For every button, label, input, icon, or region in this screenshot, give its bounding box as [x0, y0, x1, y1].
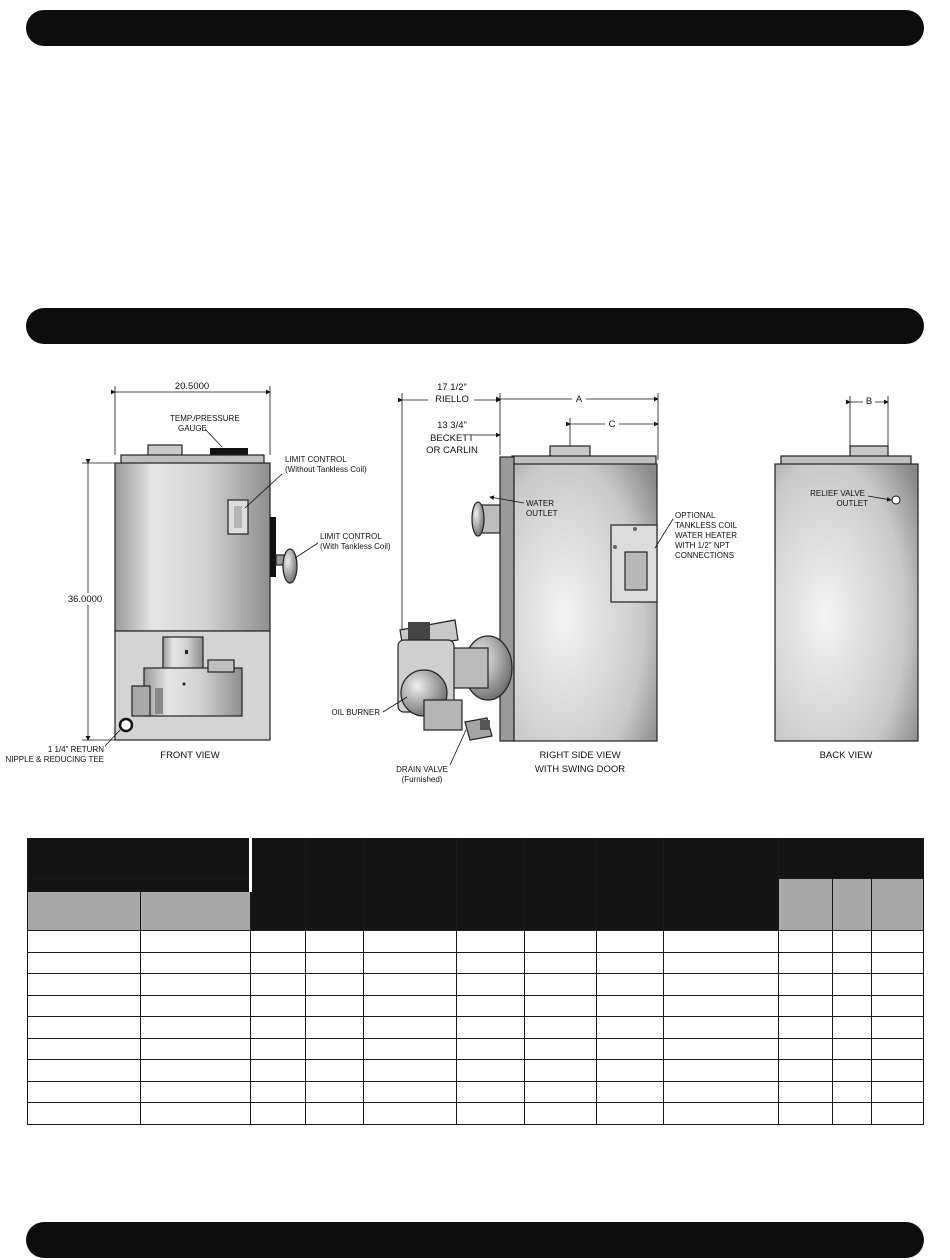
table-cell	[140, 1060, 250, 1082]
table-cell	[871, 1081, 923, 1103]
return-label-1: 1 1/4" RETURN	[47, 745, 104, 754]
table-cell	[597, 1060, 663, 1082]
table-cell	[456, 1103, 524, 1125]
table-cell	[597, 974, 663, 996]
table-header-cell	[306, 839, 364, 931]
table-cell	[250, 1103, 305, 1125]
return-label-2: NIPPLE & REDUCING TEE	[5, 755, 104, 764]
table-cell	[364, 952, 456, 974]
table-cell	[306, 974, 364, 996]
temp-gauge-label-1: TEMP./PRESSURE	[170, 414, 240, 423]
table-cell	[140, 1103, 250, 1125]
table-cell	[140, 974, 250, 996]
table-header-cell	[525, 839, 597, 931]
table-cell	[871, 1038, 923, 1060]
table-cell	[663, 995, 779, 1017]
table-header-row-1	[28, 839, 924, 879]
specification-table	[27, 838, 924, 1125]
table-cell	[364, 1103, 456, 1125]
table-cell	[140, 995, 250, 1017]
beckett-dim-3: OR CARLIN	[426, 445, 478, 456]
optional-label-2: TANKLESS COIL	[675, 521, 738, 530]
table-cell	[28, 1038, 141, 1060]
table-subheader-cell	[871, 879, 923, 931]
table-row	[28, 974, 924, 996]
table-cell	[28, 1017, 141, 1039]
table-cell	[663, 1017, 779, 1039]
front-view	[5, 381, 390, 764]
table-cell	[28, 1060, 141, 1082]
table-cell	[663, 1103, 779, 1125]
table-cell	[306, 1017, 364, 1039]
table-cell	[779, 1081, 832, 1103]
table-cell	[597, 1017, 663, 1039]
dim-b: B	[865, 396, 873, 407]
table-cell	[456, 952, 524, 974]
table-cell	[250, 974, 305, 996]
side-view-caption-1: RIGHT SIDE VIEW	[539, 750, 621, 761]
table-cell	[525, 1081, 597, 1103]
table-cell	[832, 995, 871, 1017]
table-cell	[28, 995, 141, 1017]
table-cell	[663, 952, 779, 974]
table-cell	[779, 952, 832, 974]
side-view	[331, 382, 737, 784]
optional-label-4: WITH 1/2" NPT	[675, 541, 730, 550]
table-header-cell	[364, 839, 456, 931]
table-cell	[306, 931, 364, 953]
table-cell	[456, 995, 524, 1017]
table-row	[28, 1017, 924, 1039]
table-subheader-cell	[832, 879, 871, 931]
optional-label-3: WATER HEATER	[675, 531, 738, 540]
boiler-dimension-drawing	[0, 360, 950, 810]
table-cell	[597, 1038, 663, 1060]
table-cell	[871, 995, 923, 1017]
back-view-caption: BACK VIEW	[819, 750, 873, 761]
riello-dim-2: RIELLO	[435, 394, 469, 405]
optional-label-5: CONNECTIONS	[675, 551, 735, 560]
table-cell	[456, 1060, 524, 1082]
drain-label-2: (Furnished)	[401, 775, 443, 784]
table-subheader-cell	[140, 892, 250, 931]
table-cell	[306, 1060, 364, 1082]
water-outlet-label-2: OUTLET	[526, 509, 558, 518]
table-cell	[663, 974, 779, 996]
table-row	[28, 995, 924, 1017]
table-cell	[525, 931, 597, 953]
dim-a: A	[575, 394, 583, 405]
table-cell	[456, 931, 524, 953]
table-cell	[871, 931, 923, 953]
table-cell	[832, 974, 871, 996]
table-cell	[306, 1038, 364, 1060]
riello-dim-1: 17 1/2"	[437, 382, 467, 393]
table-subheader-cell	[779, 879, 832, 931]
section-header-band-3	[26, 1222, 924, 1258]
table-subheader-cell	[28, 892, 141, 931]
table-cell	[832, 1038, 871, 1060]
table-cell	[779, 1017, 832, 1039]
table-cell	[663, 931, 779, 953]
table-cell	[456, 974, 524, 996]
table-row	[28, 1038, 924, 1060]
relief-label-2: OUTLET	[836, 499, 868, 508]
table-cell	[306, 1103, 364, 1125]
table-cell	[871, 1017, 923, 1039]
table-cell	[525, 1060, 597, 1082]
table-cell	[597, 1081, 663, 1103]
table-cell	[456, 1038, 524, 1060]
table-cell	[525, 995, 597, 1017]
table-cell	[525, 1103, 597, 1125]
table-header-cell	[779, 839, 924, 879]
limit-with-label-2: (With Tankless Coil)	[320, 542, 391, 551]
table-cell	[525, 1017, 597, 1039]
table-cell	[871, 1103, 923, 1125]
table-cell	[779, 974, 832, 996]
limit-with-label-1: LIMIT CONTROL	[320, 532, 382, 541]
table-header-cell	[597, 839, 663, 931]
table-cell	[250, 1038, 305, 1060]
table-cell	[871, 1060, 923, 1082]
table-row	[28, 1060, 924, 1082]
table-row	[28, 931, 924, 953]
table-cell	[525, 952, 597, 974]
table-cell	[597, 952, 663, 974]
table-cell	[250, 995, 305, 1017]
section-header-band-2	[26, 308, 924, 344]
table-cell	[832, 1060, 871, 1082]
table-cell	[140, 1038, 250, 1060]
drain-label-1: DRAIN VALVE	[396, 765, 448, 774]
limit-without-label-1: LIMIT CONTROL	[285, 455, 347, 464]
table-body	[28, 931, 924, 1125]
table-cell	[525, 1038, 597, 1060]
table-cell	[832, 1103, 871, 1125]
table-cell	[28, 1103, 141, 1125]
table-row	[28, 1103, 924, 1125]
limit-without-label-2: (Without Tankless Coil)	[285, 465, 367, 474]
table-cell	[364, 931, 456, 953]
table-cell	[779, 1103, 832, 1125]
table-cell	[250, 931, 305, 953]
table-cell	[28, 931, 141, 953]
table-cell	[597, 931, 663, 953]
table-cell	[364, 1017, 456, 1039]
table-cell	[364, 995, 456, 1017]
table-cell	[832, 931, 871, 953]
beckett-dim-1: 13 3/4"	[437, 420, 467, 431]
table-cell	[663, 1060, 779, 1082]
table-cell	[364, 1081, 456, 1103]
table-cell	[306, 952, 364, 974]
table-row	[28, 1081, 924, 1103]
table-cell	[250, 1017, 305, 1039]
table-header-cell	[28, 879, 251, 892]
oil-burner-label: OIL BURNER	[331, 708, 380, 717]
table-cell	[871, 974, 923, 996]
side-view-caption-2: WITH SWING DOOR	[534, 764, 626, 775]
water-outlet-label-1: WATER	[526, 499, 554, 508]
table-cell	[597, 995, 663, 1017]
table-cell	[779, 931, 832, 953]
table-cell	[779, 995, 832, 1017]
temp-gauge-label-2: GAUGE	[178, 424, 207, 433]
table-cell	[28, 974, 141, 996]
front-view-caption: FRONT VIEW	[160, 750, 220, 761]
table-cell	[250, 952, 305, 974]
table-cell	[140, 931, 250, 953]
table-cell	[832, 1017, 871, 1039]
table-cell	[456, 1017, 524, 1039]
back-view	[775, 395, 918, 761]
front-height-dim: 36.0000	[67, 594, 103, 605]
table-header-cell	[250, 839, 305, 931]
table-row	[28, 952, 924, 974]
table-header-cell	[28, 839, 251, 879]
table-cell	[663, 1038, 779, 1060]
table-cell	[597, 1103, 663, 1125]
optional-label-1: OPTIONAL	[675, 511, 716, 520]
table-cell	[779, 1060, 832, 1082]
relief-label-1: RELIEF VALVE	[810, 489, 865, 498]
front-width-dim: 20.5000	[174, 381, 210, 392]
dim-c: C	[608, 419, 616, 430]
table-header-cell	[456, 839, 524, 931]
table-cell	[779, 1038, 832, 1060]
table-cell	[871, 952, 923, 974]
table-cell	[28, 1081, 141, 1103]
table-cell	[364, 1060, 456, 1082]
table-cell	[28, 952, 141, 974]
table-cell	[140, 1081, 250, 1103]
section-header-band-1	[26, 10, 924, 46]
table-cell	[250, 1081, 305, 1103]
table-cell	[525, 974, 597, 996]
table-cell	[832, 952, 871, 974]
table-cell	[663, 1081, 779, 1103]
table-cell	[456, 1081, 524, 1103]
table-cell	[306, 995, 364, 1017]
beckett-dim-2: BECKETT	[430, 433, 474, 444]
table-cell	[364, 1038, 456, 1060]
table-header-cell	[663, 839, 779, 931]
table-cell	[140, 1017, 250, 1039]
table-cell	[250, 1060, 305, 1082]
table-cell	[306, 1081, 364, 1103]
table-cell	[140, 952, 250, 974]
table-cell	[832, 1081, 871, 1103]
table-cell	[364, 974, 456, 996]
